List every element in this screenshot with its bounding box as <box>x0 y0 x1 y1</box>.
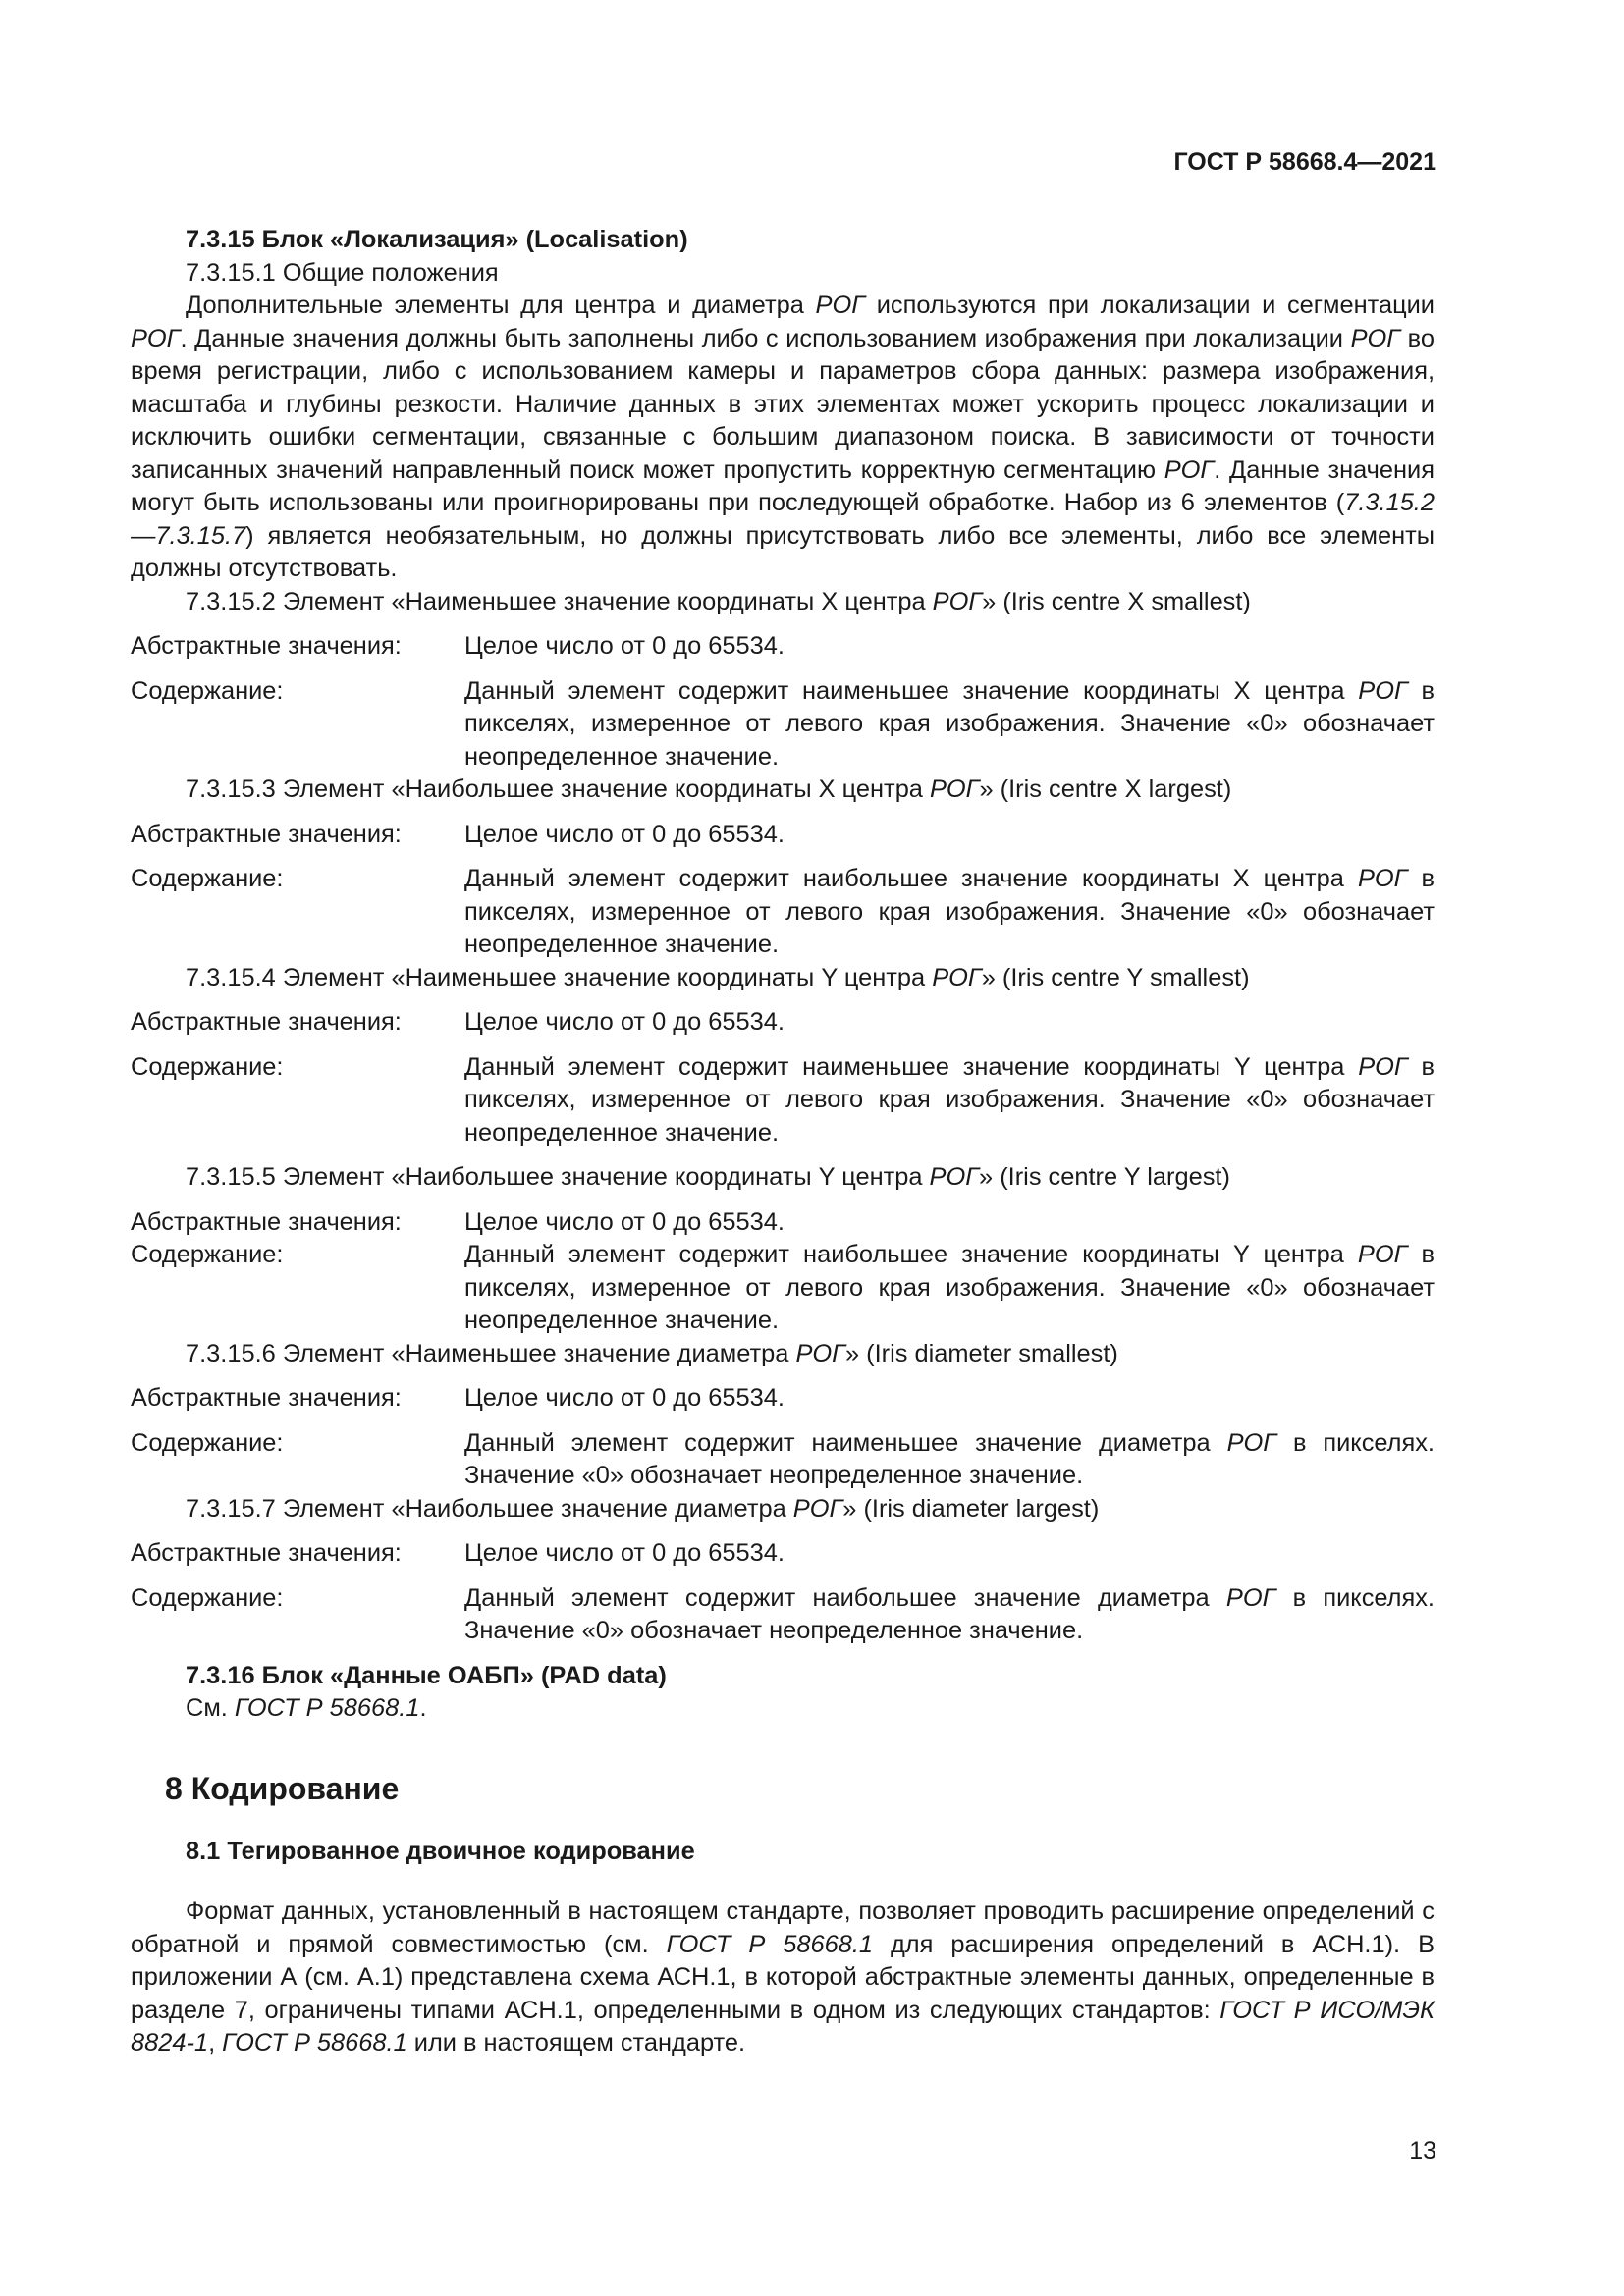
abstract-values-value: Целое число от 0 до 65534. <box>464 1539 785 1567</box>
element-heading: 7.3.15.4 Элемент «Наименьшее значение координаты Y центра РОГ» (Iris centre Y smallest) <box>186 963 1250 991</box>
content-value: Данный элемент содержит наибольшее значение координаты Y центра РОГ в пикселях, измеренное от левого края изображения. Значение «0» обозначает неопределенное значение. <box>464 1241 1435 1334</box>
content-label: Содержание: <box>131 1241 284 1268</box>
abstract-values-row <box>131 819 1435 852</box>
abstract-values-row <box>131 1382 1435 1415</box>
abstract-values-row <box>131 1537 1435 1571</box>
element-heading: 7.3.15.2 Элемент «Наименьшее значение координаты X центра РОГ» (Iris centre X smallest) <box>186 587 1251 615</box>
content-value: Данный элемент содержит наибольшее значение диаметра РОГ в пикселях. Значение «0» обозначает неопределенное значение. <box>464 1583 1435 1644</box>
abstract-values-value: Целое число от 0 до 65534. <box>464 1207 785 1236</box>
content-value: Данный элемент содержит наименьшее значение координаты Y центра РОГ в пикселях, измеренное от левого края изображения. Значение «0» обозначает неопределенное значение. <box>464 1052 1435 1147</box>
abstract-values-value: Целое число от 0 до 65534. <box>464 1384 785 1412</box>
content-label: Содержание: <box>131 865 284 892</box>
element-heading: 7.3.15.7 Элемент «Наибольшее значение диаметра РОГ» (Iris diameter largest) <box>186 1494 1100 1522</box>
section-7-3-15-1-paragraph: Дополнительные элементы для центра и диаметра РОГ используются при локализации и сегментации РОГ. Данные значения должны быть заполнены либо с использованием изображения при локализации РОГ во время регистрации, либо с использованием камеры и параметров сбора данных: размера изображения, масштаба и глубины резкости. Наличие данных в этих элементах может ускорить процесс локализации и исключить ошибки сегментации, связанные с большим диапазоном поиска. В зависимости от точности записанных значений направленный поиск может пропустить корректную сегментацию РОГ. Данные значения могут быть использованы или проигнорированы при последующей обработке. Набор из 6 элементов (7.3.15.2—7.3.15.7) является необязательным, но должны присутствовать либо все элементы, либо все элементы должны отсутствовать. <box>131 292 1435 582</box>
abstract-values-value: Целое число от 0 до 65534. <box>464 632 785 660</box>
content-label: Содержание: <box>131 676 284 705</box>
element-heading: 7.3.15.5 Элемент «Наибольшее значение координаты Y центра РОГ» (Iris centre Y largest) <box>186 1163 1230 1191</box>
content-label: Содержание: <box>131 1583 284 1612</box>
section-8-1-paragraph: Формат данных, установленный в настоящем стандарте, позволяет проводить расширение определений с обратной и прямой совместимостью (см. ГОСТ Р 58668.1 для расширения определений в АСН.1). В приложении А (см. А.1) представлена схема АСН.1, в которой абстрактные элементы данных, определенные в разделе 7, ограничены типами АСН.1, определенными в одном из следующих стандартов: ГОСТ Р ИСО/МЭК 8824-1, ГОСТ Р 58668.1 или в настоящем стандарте. <box>131 1897 1435 2056</box>
section-7-3-16-reference: См. ГОСТ Р 58668.1. <box>186 1694 427 1722</box>
content-row <box>131 1051 1435 1150</box>
content-value: Данный элемент содержит наибольшее значение координаты X центра РОГ в пикселях, измеренное от левого края изображения. Значение «0» обозначает неопределенное значение. <box>464 865 1435 958</box>
content-row <box>131 1239 1435 1338</box>
content-value: Данный элемент содержит наименьшее значение координаты X центра РОГ в пикселях, измеренное от левого края изображения. Значение «0» обозначает неопределенное значение. <box>464 676 1435 771</box>
section-7-3-15-title: 7.3.15 Блок «Локализация» (Localisation) <box>186 226 688 253</box>
content-label: Содержание: <box>131 1052 284 1081</box>
document-code-header: ГОСТ Р 58668.4—2021 <box>1173 148 1436 176</box>
page-number: 13 <box>1409 2137 1436 2164</box>
abstract-values-label: Абстрактные значения: <box>131 632 402 660</box>
abstract-values-label: Абстрактные значения: <box>131 1207 402 1236</box>
abstract-values-row <box>131 630 1435 664</box>
content-row <box>131 863 1435 962</box>
section-8-1-title: 8.1 Тегированное двоичное кодирование <box>186 1837 695 1865</box>
abstract-values-row <box>131 1206 1435 1240</box>
section-7-3-16-title: 7.3.16 Блок «Данные ОАБП» (PAD data) <box>186 1661 667 1689</box>
content-value: Данный элемент содержит наименьшее значение диаметра РОГ в пикселях. Значение «0» обозначает неопределенное значение. <box>464 1428 1435 1489</box>
content-row <box>131 1427 1435 1493</box>
element-heading: 7.3.15.3 Элемент «Наибольшее значение координаты X центра РОГ» (Iris centre X largest) <box>186 775 1232 803</box>
abstract-values-value: Целое число от 0 до 65534. <box>464 820 785 848</box>
section-7-3-15-1-title: 7.3.15.1 Общие положения <box>186 258 499 287</box>
page-content <box>131 224 1435 2060</box>
abstract-values-label: Абстрактные значения: <box>131 1384 402 1412</box>
content-row <box>131 1582 1435 1648</box>
element-heading: 7.3.15.6 Элемент «Наименьшее значение диаметра РОГ» (Iris diameter smallest) <box>186 1339 1118 1367</box>
abstract-values-row <box>131 1006 1435 1040</box>
content-row <box>131 675 1435 774</box>
abstract-values-label: Абстрактные значения: <box>131 820 402 848</box>
abstract-values-label: Абстрактные значения: <box>131 1008 402 1036</box>
content-label: Содержание: <box>131 1428 284 1457</box>
abstract-values-label: Абстрактные значения: <box>131 1539 402 1567</box>
abstract-values-value: Целое число от 0 до 65534. <box>464 1008 785 1036</box>
section-8-title: 8 Кодирование <box>165 1770 400 1806</box>
